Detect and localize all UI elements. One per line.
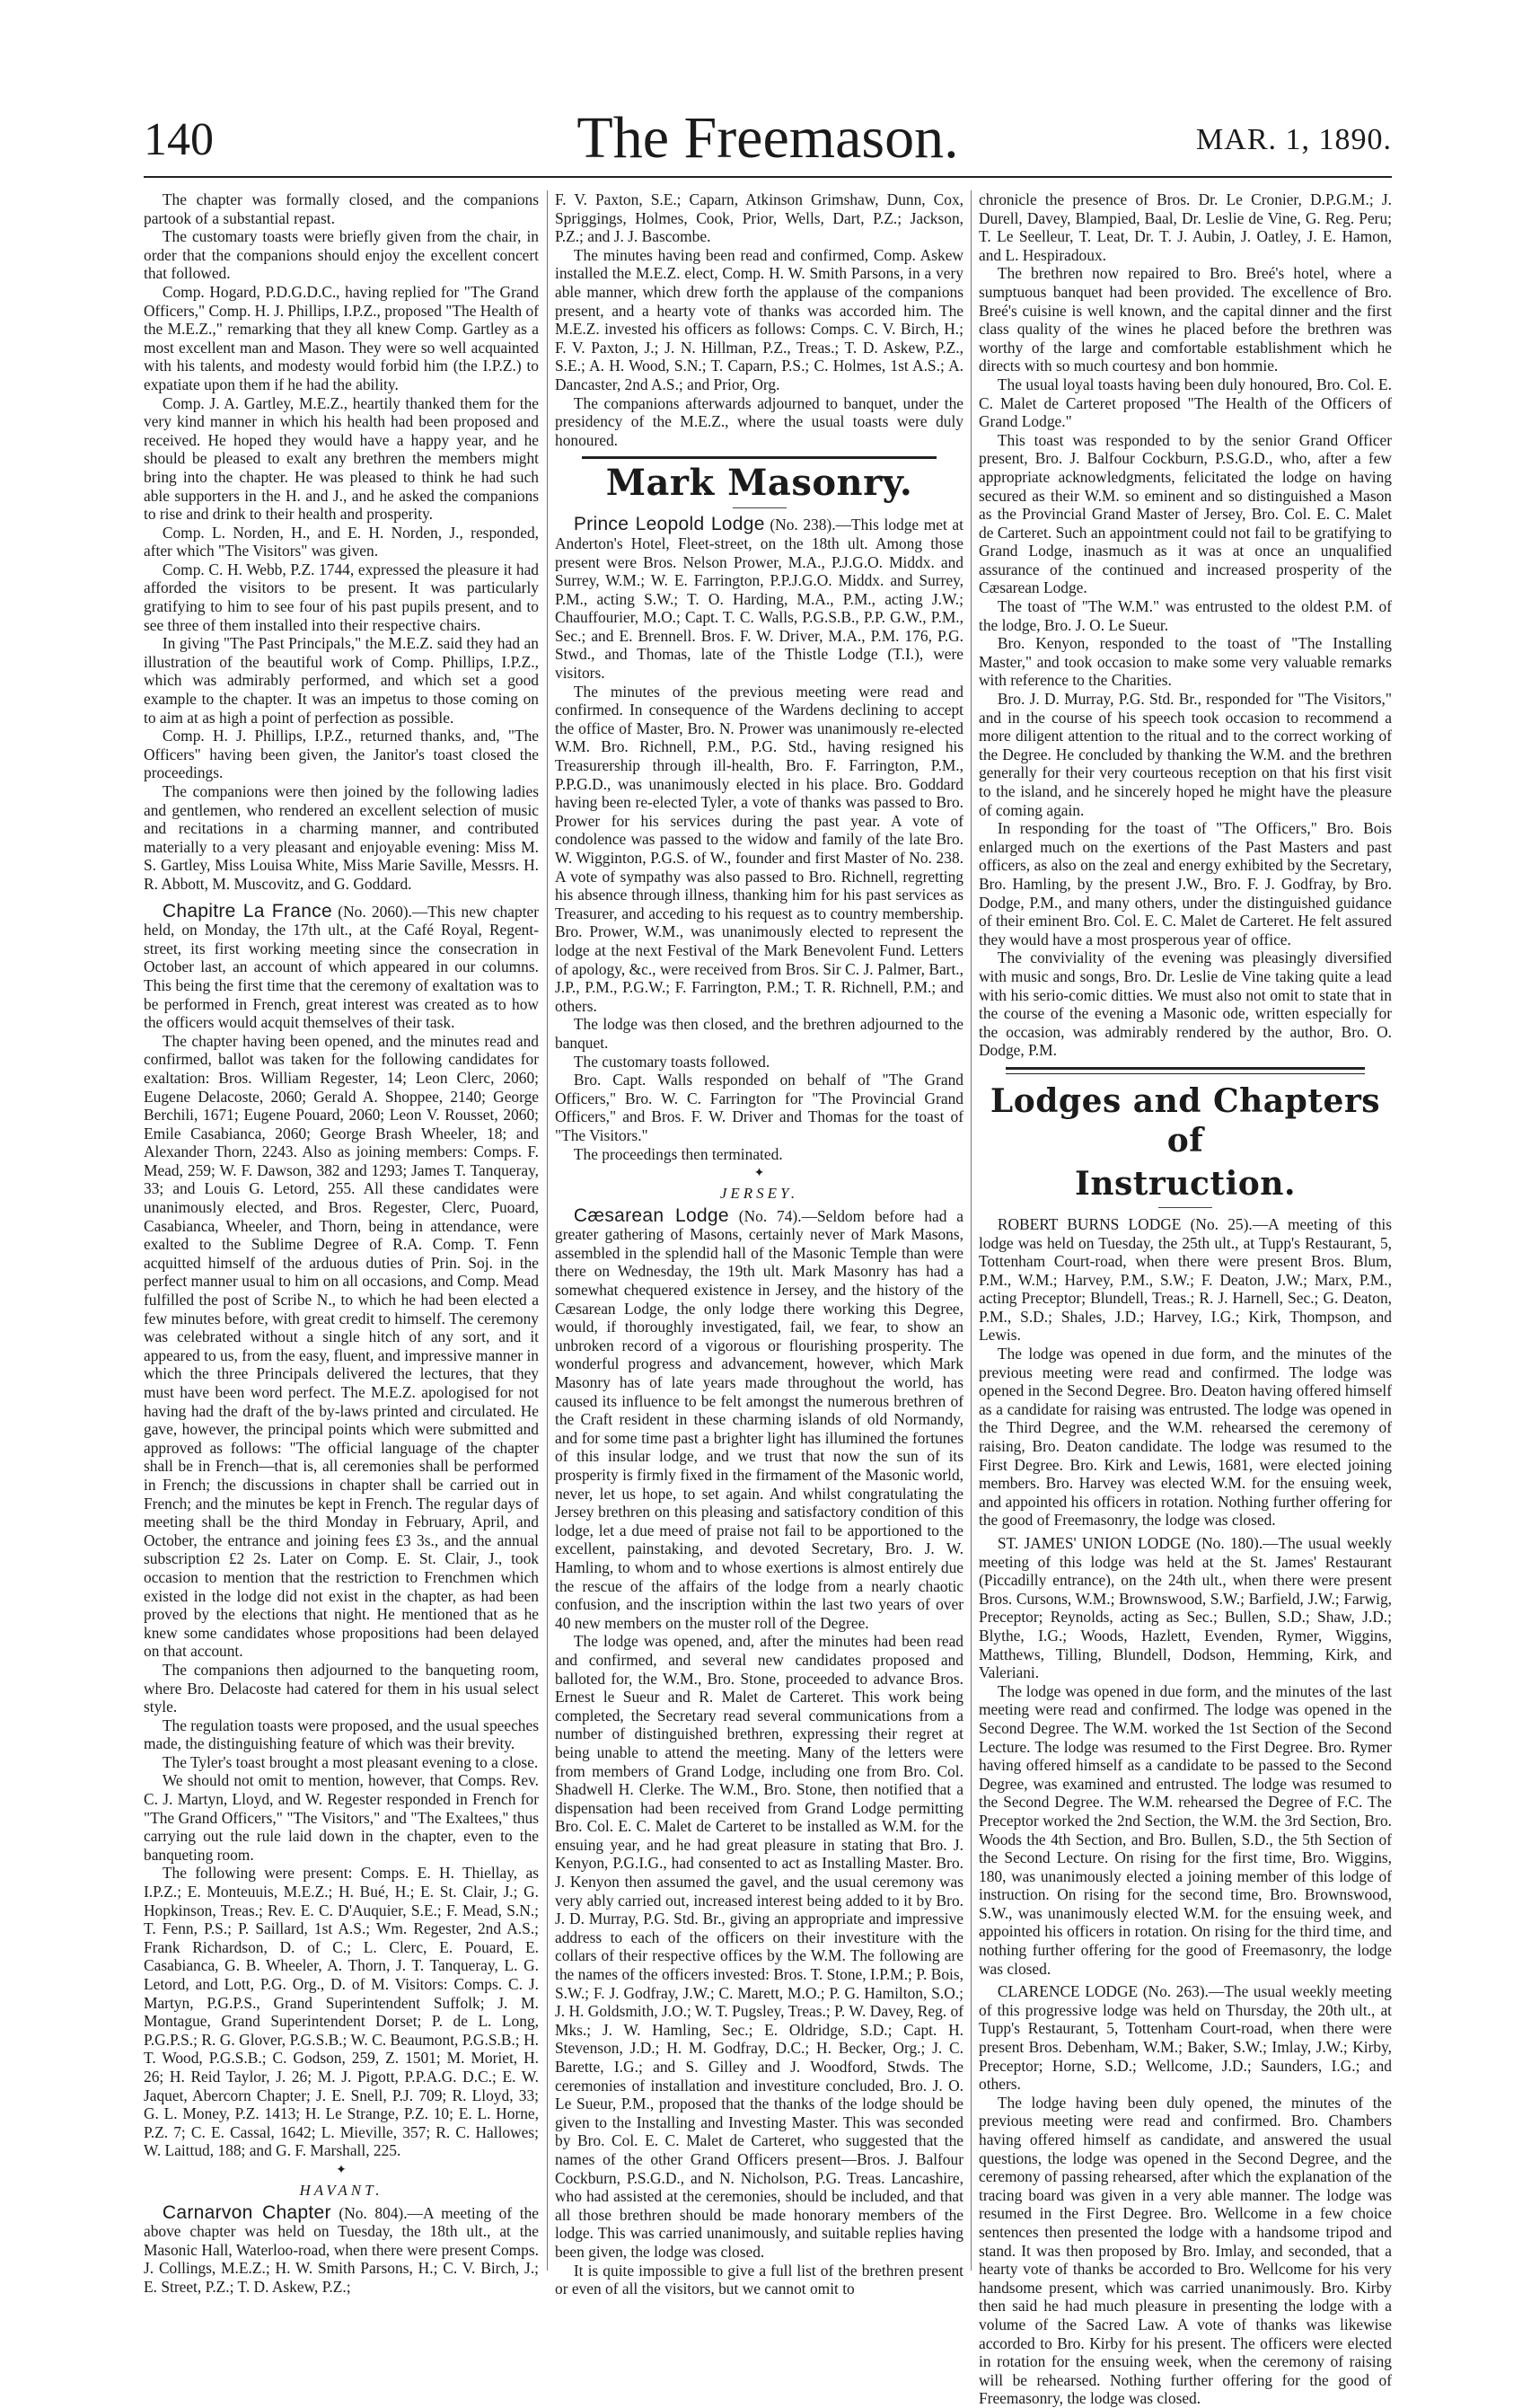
paragraph: The brethren now repaired to Bro. Breé's hotel, where a sumptuous banquet had been provided. The excellence of Bro. Breé's cuisine is well known, and the capital dinner and the first class quality of the wines he placed before the brethren was worthy of the large and comfortable establishment which he directs with so much courtesy and bon hommie. (979, 264, 1392, 375)
lodge-name: Chapitre La France (162, 900, 332, 922)
paragraph: Comp. Hogard, P.D.G.D.C., having replied for "The Grand Officers," Comp. H. J. Phillips, I.P.Z., proposed "The Health of the M.E.Z.," remarking that they all knew Comp. Gartley as a most excellent man and Mason. They were so well acquainted with his talents, and modesty would forbid him (the I.P.Z.) to expatiate upon them if he had the ability. (144, 282, 539, 393)
paragraph: The companions afterwards adjourned to banquet, under the presidency of the M.E.Z., where the usual toasts were duly honoured. (555, 393, 963, 449)
section-rule (1006, 1073, 1365, 1074)
paragraph: Comp. H. J. Phillips, I.P.Z., returned thanks, and, "The Officers" having been given, the Janitor's toast closed the proceedings. (144, 727, 539, 782)
column-divider (547, 190, 548, 2271)
paragraph: The companions then adjourned to the banqueting room, where Bro. Delacoste had catered for them in his usual select style. (144, 1660, 539, 1716)
place-heading: JERSEY. (719, 1185, 799, 1203)
paragraph: Bro. Kenyon, responded to the toast of "The Installing Master," and took occasion to make some very valuable remarks with reference to the Charities. (979, 634, 1392, 690)
column-left (144, 190, 539, 2296)
report-caesarean-lodge (555, 1204, 963, 1633)
paragraph: The lodge was opened in due form, and the minutes of the previous meeting were read and confirmed. The lodge was opened in the Second Degree. Bro. Deaton having offered himself as a candidate for raising was entrusted. The lodge was opened in the Third Degree, and the W.M. rehearsed the ceremony of raising, Bro. Deaton candidate. The lodge was resumed to the First Degree. Bro. Kirk and Lewis, 1681, were elected joining members. Bro. Harvey was elected W.M. for the ensuing week, and appointed his officers in rotation. Nothing further offering for the good of Freemasonry, the lodge was closed. (979, 1345, 1392, 1530)
lodge-number: (No. 238). (764, 516, 836, 534)
section-rule (1006, 1067, 1365, 1070)
report-prince-leopold-lodge (555, 516, 963, 682)
report-text: —Seldom before had a greater gathering of Masons, certainly never of Mark Masons, assembled in the splendid hall of the Masonic Temple than were there on Wednesday, the 19th ult. Mark Masonry has had a somewhat chequered existence in Jersey, and the history of the Cæsarean Lodge, the only lodge there working this Degree, would, if thoroughly investigated, fail, we fear, to show an unbroken record of a vigorous or flourishing prosperity. The wonderful progress and advancement, however, which Mark Masonry has of late years made throughout the world, has caused its influence to be felt amongst the numerous brethren of the Craft resident in these charming islands of old Normandy, and for some time past a brighter light has illumined the fortunes of this insular lodge, and we trust that now the sun of its prosperity is firmly fixed in the firmament of the Masonic world, never, let us hope, to set again. And whilst congratulating the Jersey brethren on this pleasing and satisfactory condition of this lodge, let a due meed of praise not fail to be apportioned to the excellent, painstaking, and devoted Secretary, Bro. J. W. Hamling, to whom and to whose exertions is almost entirely due the rescue of the affairs of the lodge from a nearly chaotic confusion, and the inscription within the last two years of over 40 new members on the muster roll of the Degree. (555, 1206, 963, 1632)
lodge-name: Carnarvon Chapter (162, 2201, 331, 2223)
page-number: 140 (144, 114, 214, 165)
paragraph: Bro. J. D. Murray, P.G. Std. Br., responded for "The Visitors," and in the course of his speech took occasion to recommend a more diligent attention to the ritual and to the correct working of the Degree. He concluded by thanking the W.M. and the brethren generally for their very courteous reception on that his first visit to the island, and he sincerely hoped he might have the pleasure of coming again. (979, 690, 1392, 819)
paragraph: F. V. Paxton, S.E.; Caparn, Atkinson Grimshaw, Dunn, Cox, Spriggings, Holmes, Cook, Prior, Wells, Dart, P.Z.; Jackson, P.Z.; and J. J. Bascombe. (555, 190, 963, 246)
lodge-name: Prince Leopold Lodge (573, 514, 765, 535)
lodge-number: (No. 74). (728, 1206, 802, 1225)
place-heading: HAVANT. (299, 2181, 383, 2199)
paragraph: The customary toasts followed. (573, 1052, 770, 1071)
paragraph: The conviviality of the evening was pleasingly diversified with music and songs, Bro. Dr. Leslie de Vine taking quite a lead with his serio-comic ditties. We must also not omit to state that in the course of the evening a Masonic ode, written especially for the occasion, was admirably rendered by the author, Bro. O. Dodge, P.M. (979, 948, 1392, 1060)
report-text: —This lodge met at Anderton's Hotel, Fleet-street, on the 18th ult. Among those present were Bros. Nelson Prower, M.A., P.J.G.O. Middx. and Surrey, W.M.; W. E. Farrington, P.P.J.G.O. Middx. and Surrey, P.M., acting S.W.; T. O. Harding, M.A., P.M., acting J.W.; Chauffourier, M.O.; Capt. T. C. Walls, P.G.S.B., P.P. G.W., P.M., Sec.; and E. Brennell. Bros. F. W. Driver, M.A., P.M. 176, P.G. Stwd., and Thomas, late of the Thistle Lodge (T.I.), were visitors. (555, 516, 963, 683)
paragraph: chronicle the presence of Bros. Dr. Le Cronier, D.P.G.M.; J. Durell, Davey, Blampied, Baal, Dr. Leslie de Vine, G. Reg. Peru; T. Le Seelleur, T. Leat, Dr. T. J. Aubin, J. Oatley, J. E. Hamon, and L. Hespiradoux. (979, 190, 1392, 264)
paragraph: The toast of "The W.M." was entrusted to the oldest P.M. of the lodge, Bro. J. O. Le Sueur. (979, 597, 1392, 634)
section-ornament: ✦ (753, 1167, 765, 1181)
paragraph: The lodge was then closed, and the brethren adjourned to the banquet. (555, 1015, 963, 1052)
paragraph: The lodge was opened in due form, and the minutes of the last meeting were read and confirmed. The lodge was opened in the Second Degree. The W.M. worked the 1st Section of the Second Lecture. The lodge was resumed to the First Degree. Bro. Rymer having offered himself as a candidate to be passed to the Second Degree, was examined and entrusted. The lodge was resumed to the Second Degree. The W.M. rehearsed the Degree of F.C. The Preceptor worked the 2nd Section, the W.M. the 3rd Section, Bro. Woods the 4th Section, and Bro. Bullen, S.D., the 5th Section of the Second Lecture. On rising for the first time, Bro. Wiggins, 180, was unanimously elected a joining member of this lodge of instruction. On rising for the second time, Bro. Brownswood, S.W., was unanimously elected W.M. for the ensuing week, and appointed his officers in rotation. On rising for the third time, and nothing further offering for the good of Freemasonry, the lodge was closed. (979, 1681, 1392, 1978)
paragraph: Comp. J. A. Gartley, M.E.Z., heartily thanked them for the very kind manner in which his health had been proposed and received. He hoped they would have a happy year, and he should be pleased to exalt any brethren the members might bring into the chapter. He was pleased to think he had such able supporters in the H. and J., and he asked the companions to rise and drink to their health and prosperity. (144, 393, 539, 524)
paragraph: We should not omit to mention, however, that Comps. Rev. C. J. Martyn, Lloyd, and W. Regester responded in French for "The Grand Officers," "The Visitors," and "The Exaltees," thus carrying out the rule laid down in the chapter, even to the banqueting room. (144, 1771, 539, 1864)
paragraph: In giving "The Past Principals," the M.E.Z. said they had an illustration of the beautiful work of Comp. Phillips, I.P.Z., which was admirably performed, and which set a good example to the chapter. It was an impetus to those coming on to aim at as high a point of perfection as possible. (144, 634, 539, 727)
paragraph: Bro. Capt. Walls responded on behalf of "The Grand Officers," Bro. W. C. Farrington for "The Provincial Grand Officers," and Bros. F. W. Driver and Thomas for the toast of "The Visitors." (555, 1071, 963, 1144)
paragraph: The chapter was formally closed, and the companions partook of a substantial repast. (144, 190, 539, 227)
report-robert-burns-lodge: ROBERT BURNS LODGE (No. 25).—A meeting of this lodge was held on Tuesday, the 25th ult., at Tupp's Restaurant, 5, Tottenham Court-road, when there were present Bros. Blum, P.M., W.M.; Harvey, P.M., S.W.; F. Deaton, J.W.; Marx, P.M., acting Preceptor; Blundell, Treas.; R. J. Harnell, Sec.; G. Deaton, P.M., S.D.; Shales, J.D.; Harvey, I.G.; Kirk, Thompson, and Lewis. (979, 1214, 1392, 1345)
paragraph: The minutes having been read and confirmed, Comp. Askew installed the M.E.Z. elect, Comp. H. W. Smith Parsons, in a very able manner, which drew forth the applause of the companions present, and a hearty vote of thanks was accorded him. The M.E.Z. invested his officers as follows: Comps. C. V. Birch, H.; F. V. Paxton, J.; J. N. Hillman, P.Z., Treas.; T. D. Askew, P.Z., S.E.; A. H. Wood, S.N.; T. Caparn, P.S.; C. Holmes, 1st A.S.; A. Dancaster, 2nd A.S.; and Prior, Org. (555, 245, 963, 393)
paragraph: In responding for the toast of "The Officers," Bro. Bois enlarged much on the exertions of the Past Masters and past officers, as also on the zeal and energy exhibited by the Secretary, Bro. Hamling, by the present J.W., Bro. F. J. Godfray, by Bro. Dodge, P.M., and many others, under the distinguished guidance of their eminent Bro. Col. E. C. Malet de Carteret. He felt assured they would have a most prosperous year of office. (979, 819, 1392, 948)
paragraph: Comp. C. H. Webb, P.Z. 1744, expressed the pleasure it had afforded the visitors to be present. It was particularly gratifying to him to see four of his past pupils present, and to see three of them installed into their respective chairs. (144, 560, 539, 634)
masthead-rule (144, 176, 1392, 178)
column-divider (971, 190, 972, 2271)
section-heading-instruction: Instruction. (1075, 1164, 1296, 1203)
paragraph: This toast was responded to by the senior Grand Officer present, Bro. J. Balfour Cockburn, P.S.G.D., who, after a few appropriate acknowledgments, felicitated the lodge on having secured as their W.M. so eminent and so distinguished a Mason as the Provincial Grand Master of Jersey, Bro. Col. E. C. Malet de Carteret. Such an appointment could not fail to be gratifying to Grand Lodge, inasmuch as it was at once an unqualified assurance of the continued and increased prosperity of the Cæsarean Lodge. (979, 430, 1392, 597)
paragraph: Comp. L. Norden, H., and E. H. Norden, J., responded, after which "The Visitors" was given. (144, 523, 539, 560)
report-text: —This new chapter held, on Monday, the 17th ult., at the Café Royal, Regent-street, its first working meeting since the consecration in October last, an account of which appeared in our columns. This being the first time that the ceremony of exaltation was to be performed in French, great interest was created as to how the officers would acquit themselves of their task. (144, 902, 539, 1032)
paragraph: The Tyler's toast brought a most pleasant evening to a close. (162, 1752, 539, 1771)
section-ornament: ✦ (336, 2163, 347, 2177)
report-clarence-lodge: CLARENCE LODGE (No. 263).—The usual weekly meeting of this progressive lodge was held on Thursday, the 20th ult., at Tupp's Restaurant, 5, Tottenham Court-road, when there were present Bros. Debenham, W.M.; Baker, S.W.; Imlay, J.W.; Kirby, Preceptor; Horne, S.D.; Wellcome, J.D.; Saunders, I.G.; and others. (979, 1982, 1392, 2094)
paragraph: The chapter having been opened, and the minutes read and confirmed, ballot was taken for the following candidates for exaltation: Bros. William Regester, 14; Leon Clerc, 2060; Eugene Delacoste, 2060; Gerald A. Shoppee, 2140; George Berchili, 1671; Eugene Pouard, 2060; Leon V. Rousset, 2060; Emile Casabianca, 2060; George Brash Wheeler, 18; and Alexander Thorn, 2243. Also as joining members: Comps. F. Mead, 259; W. F. Dawson, 382 and 1293; James T. Tanqueray, 33; and Louis G. Letord, 255. All these candidates were unanimously elected, and Bros. Regester, Clerc, Puoard, Casabianca, Wheeler, and Thorn, being in attendance, were exalted to the Sublime Degree of R.A. Comp. T. Fenn acquitted himself of the arduous duties of Prin. Soj. in the perfect manner usual to him on all occasions, and Comp. Mead fulfilled the post of Scribe N., to which he had been elected a few minutes before, with great credit to himself. The ceremony was celebrated without a single hitch of any sort, and it appeared to us, from the easy, fluent, and impressive manner in which the three Principals delivered the lectures, that they must have been word perfect. The M.E.Z. apologised for not having had the draft of the by-laws printed and circulated. He gave, however, the principal points which were submitted and approved as follows: "The official language of the chapter shall be in French—that is, all ceremonies shall be performed in French; the discussions in chapter shall be carried out in French; and the minutes be kept in French. The regular days of meeting shall be the third Monday in February, April, and October, the entrance and joining fees £3 3s., and the annual subscription £2 2s. Later on Comp. E. St. Clair, J., took occasion to mention that the restriction to Frenchmen which existed in the lodge did not exist in the chapter, as had been proved by the elections that night. He mentioned that as he knew some candidates whose propositions had been delayed on that account. (144, 1031, 539, 1661)
lodge-name: Cæsarean Lodge (573, 1204, 729, 1226)
lodge-number: (No. 2060). (331, 902, 412, 921)
heading-underline (733, 507, 787, 508)
paragraph: The usual loyal toasts having been duly honoured, Bro. Col. E. C. Malet de Carteret proposed "The Health of the Officers of Grand Lodge." (979, 375, 1392, 431)
heading-underline (1158, 1207, 1212, 1208)
column-middle (555, 190, 963, 2298)
paragraph: It is quite impossible to give a full list of the brethren present or even of all the visitors, but we cannot omit to (555, 2261, 963, 2298)
issue-date: MAR. 1, 1890. (1196, 123, 1392, 156)
paragraph: The following were present: Comps. E. H. Thiellay, as I.P.Z.; E. Monteuuis, M.E.Z.; H. Bué, H.; E. St. Clair, J.; G. Hopkinson, Treas.; Rev. E. C. D'Auquier, S.E.; F. Mead, S.N.; T. Fenn, P.S.; P. Saillard, 1st A.S.; Wm. Regester, 2nd A.S.; Frank Richardson, D. of C.; L. Clerc, E. Pouard, E. Casabianca, G. B. Wheeler, A. Thorn, J. T. Tanqueray, L. G. Letord, and Lott, P.G. Org., D. of M. Visitors: Comps. C. J. Martyn, P.G.P.S., Grand Superintendent Suffolk; J. M. Montague, Grand Superintendent Dorset; P. de L. Long, P.G.P.S.; R. G. Glover, P.G.S.B.; W. C. Beaumont, P.G.S.B.; H. T. Wood, P.G.S.B.; C. Godson, 259, Z. 1501; M. Moriet, H. 26; H. Reid Taylor, J. 26; M. J. Pigott, P.P.A.G. D.C.; E. W. Jaquet, Abercorn Chapter; J. E. Snell, P.J. 709; R. Lloyd, 33; G. L. Money, P.Z. 1413; H. Le Strange, P.Z. 10; E. L. Horne, P.Z. 7; C. E. Cassal, 1642; L. Mieville, 357; R. C. Hallowes; W. Laittud, 188; and G. F. Marshall, 225. (144, 1864, 539, 2160)
masthead (144, 106, 1392, 178)
section-heading-mark-masonry: Mark Masonry. (605, 462, 913, 505)
paragraph: The proceedings then terminated. (573, 1144, 783, 1163)
section-heading-lodges-and-chapters: Lodges and Chapters of (990, 1081, 1381, 1160)
lodge-number: (No. 804). (330, 2203, 408, 2222)
report-st-james-union-lodge: ST. JAMES' UNION LODGE (No. 180).—The usual weekly meeting of this lodge was held at the St. James' Restaurant (Piccadilly entrance), on the 24th ult., when there were present Bros. Cursons, W.M.; Brownswood, S.W.; Barfield, J.W.; Farwig, Preceptor; Reynolds, acting as Sec.; Bullen, S.D.; Shaw, J.D.; Blythe, I.G.; Woods, Hazlett, Evenden, Rymer, Wiggins, Matthews, Tilling, Blundell, Dodson, Hemming, Kirk, and Valeriani. (979, 1534, 1392, 1682)
report-chapitre-la-france (144, 900, 539, 1032)
column-right (979, 190, 1392, 2408)
paragraph: The customary toasts were briefly given from the chair, in order that the companions should enjoy the excellent concert that followed. (144, 227, 539, 283)
paragraph: The companions were then joined by the following ladies and gentlemen, who rendered an excellent selection of music and recitations in a charming manner, and contributed materially to a very pleasant and enjoyable evening: Miss M. S. Gartley, Miss Louisa White, Miss Marie Saville, Messrs. H. R. Abbott, M. Muscovitz, and G. Goddard. (144, 782, 539, 893)
report-text: —A meeting of the above chapter was held on Tuesday, the 18th ult., at the Masonic Hall, Waterloo-road, when there were present Comps. J. Collings, M.E.Z.; H. W. Smith Parsons, H.; C. V. Birch, J.; E. Street, P.Z.; T. D. Askew, P.Z.; (144, 2203, 539, 2296)
paragraph: The lodge having been duly opened, the minutes of the previous meeting were read and confirmed. Bro. Chambers having offered himself as candidate, and answered the usual questions, the lodge was opened in the Second Degree, and the ceremony of passing rehearsed, after which the explanation of the tracing board was given in a very able manner. The lodge was resumed in the First Degree. Bro. Wellcome in a few choice sentences then presented the lodge with a handsome tripod and stand. It was then proposed by Bro. Imlay, and seconded, that a hearty vote of thanks be accorded to Bro. Wellcome for his very handsome present, which was carried unanimously. Bro. Kirby then said he had much pleasure in presenting the lodge with a volume of the Sacred Law. A vote of thanks was likewise accorded to Bro. Kirby for his present. The officers were elected in rotation for the ensuing week, when the ceremony of raising will be rehearsed. Nothing further offering for the good of Freemasonry, the lodge was closed. (979, 2093, 1392, 2408)
section-rule (582, 456, 937, 459)
report-carnarvon-chapter (144, 2201, 539, 2297)
paragraph: The minutes of the previous meeting were read and confirmed. In consequence of the Wardens declining to accept the office of Master, Bro. N. Prower was unanimously re-elected W.M. Bro. Richnell, P.M., P.G. Std., having resigned his Treasurership through ill-health, Bro. F. Farrington, P.M., P.P.G.D., was unanimously elected in his place. Bro. Goddard having been re-elected Tyler, a vote of thanks was passed to Bro. Prower for his services during the past year. A vote of condolence was passed to the widow and family of the late Bro. W. Wigginton, P.G.S. of W., founder and first Master of No. 238. A vote of sympathy was also passed to Bro. Richnell, regretting his absence through illness, thanking him for his past services as Treasurer, and acceding to his request as to country membership. Bro. Prower, W.M., was unanimously elected to represent the lodge at the next Festival of the Mark Benevolent Fund. Letters of apology, &c., were received from Bros. Sir C. J. Palmer, Bart., J.P., P.M., P.G.W.; F. Farrington, P.M.; T. R. Richnell, P.M.; and others. (555, 682, 963, 1015)
paragraph: The lodge was opened, and, after the minutes had been read and confirmed, and several new candidates proposed and balloted for, the W.M., Bro. Stone, proceeded to advance Bros. Ernest le Sueur and R. Malet de Carteret. This work being completed, the Secretary read several communications from a number of distinguished brethren, expressing their regret at being unable to attend the meeting. Many of the letters were from members of Grand Lodge, including one from Bro. Col. Shadwell H. Clerke. The W.M., Bro. Stone, then notified that a dispensation had been received from Grand Lodge permitting Bro. Col. E. C. Malet de Carteret to be installed as W.M. for the ensuing year, and he had great pleasure in stating that Bro. J. Kenyon, P.G.I.G., had consented to act as Installing Master. Bro. J. Kenyon then assumed the gavel, and the usual ceremony was very ably carried out, increased interest being added to it by Bro. J. D. Murray, P.G. Std. Br., giving an appropriate and impressive address to each of the officers on their investiture with the collars of their respective offices by the W.M. The following are the names of the officers invested: Bros. T. Stone, I.P.M.; P. Bois, S.W.; F. J. Godfray, J.W.; C. Marett, M.O.; P. G. Hamilton, S.O.; J. H. Goldsmith, J.O.; W. T. Pugsley, Treas.; P. W. Davey, Reg. of Mks.; J. W. Hamling, Sec.; E. Oldridge, S.D.; Capt. H. Stevenson, J.D.; H. M. Godfray, D.C.; H. Becker, Org.; J. C. Barette, I.G.; and S. Gilley and J. Woodford, Stwds. The ceremonies of installation and investiture concluded, Bro. J. O. Le Sueur, P.M., proposed that the thanks of the lodge should be given to the Installing and Investing Master. This was seconded by Bro. Col. E. C. Malet de Carteret, who suggested that the names of the other Grand Officers present—Bros. J. Balfour Cockburn, P.S.G.D., and N. Nicholson, P.G. Treas. Lancashire, who had assisted at the ceremonies, should be included, and that all those brethren should be made honorary members of the lodge. This was carried unanimously, and suitable replies having been given, the lodge was closed. (555, 1632, 963, 2261)
newspaper-title: The Freemason. (576, 105, 959, 171)
paragraph: The regulation toasts were proposed, and the usual speeches made, the distinguishing feature of which was their brevity. (144, 1716, 539, 1753)
